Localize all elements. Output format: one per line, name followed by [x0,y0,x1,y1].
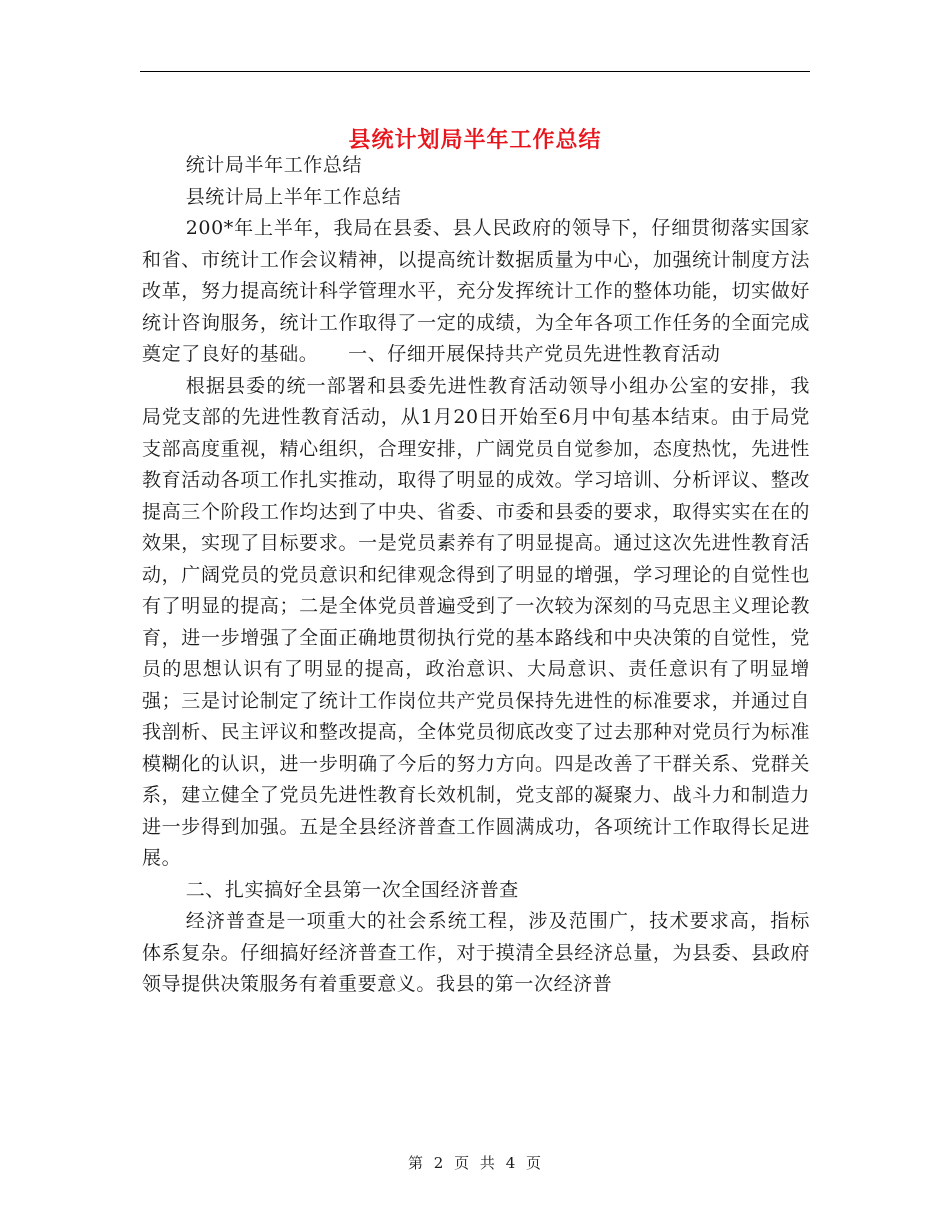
total-pages: 4 [505,1154,517,1172]
header-rule [140,71,810,72]
paragraph-subtitle-1: 统计局半年工作总结 [185,154,363,176]
total-unit: 页 [526,1154,543,1172]
paragraph-intro: 200*年上半年，我局在县委、县人民政府的领导下，仔细贯彻落实国家和省、市统计工作会议精神，以提高统计数据质量为中心，加强统计制度方法改革，努力提高统计科学管理水平，充分发挥统计工作的整体功能，切实做好统计咨询服务，统计工作取得了一定的成绩，为全年各项工作任务的全面完成奠定了良好的基础。 一、仔细开展保持共产党员先进性教育活动 [142,217,810,365]
paragraph-section-2-body: 经济普查是一项重大的社会系统工程，涉及范围广，技术要求高，指标体系复杂。仔细搞好经济普查工作，对于摸清全县经济总量，为县委、县政府领导提供决策服务有着重要意义。我县的第一次经济普 [142,910,810,995]
page-unit: 页 [454,1154,471,1172]
page-footer [0,1152,950,1173]
document-body [142,150,810,1001]
page-number: 2 [433,1154,445,1172]
document-title: 县统计划局半年工作总结 [348,127,602,153]
total-label: 共 [479,1154,496,1172]
paragraph-subtitle-2: 县统计局上半年工作总结 [185,185,402,208]
page-label: 第 [407,1154,424,1172]
paragraph-section-2-heading: 二、扎实搞好全县第一次全国经济普查 [185,878,519,901]
paragraph-section-1-body: 根据县委的统一部署和县委先进性教育活动领导小组办公室的安排，我局党支部的先进性教育活动，从1月20日开始至6月中旬基本结束。由于局党支部高度重视，精心组织，合理安排，广阔党员自觉参加，态度热忱，先进性教育活动各项工作扎实推动，取得了明显的成效。学习培训、分析评议、整改提高三个阶段工作均达到了中央、省委、市委和县委的要求，取得实实在在的效果，实现了目标要求。一是党员素养有了明显提高。通过这次先进性教育活动，广阔党员的党员意识和纪律观念得到了明显的增强，学习理论的自觉性也有了明显的提高；二是全体党员普遍受到了一次较为深刻的马克思主义理论教育，进一步增强了全面正确地贯彻执行党的基本路线和中央决策的自觉性，党员的思想认识有了明显的提高，政治意识、大局意识、责任意识有了明显增强；三是讨论制定了统计工作岗位共产党员保持先进性的标准要求，并通过自我剖析、民主评议和整改提高，全体党员彻底改变了过去那种对党员行为标准模糊化的认识，进一步明确了今后的努力方向。四是改善了干群关系、党群关系，建立健全了党员先进性教育长效机制，党支部的凝聚力、战斗力和制造力进一步得到加强。五是全县经济普查工作圆满成功，各项统计工作取得长足进展。 [142,374,810,869]
